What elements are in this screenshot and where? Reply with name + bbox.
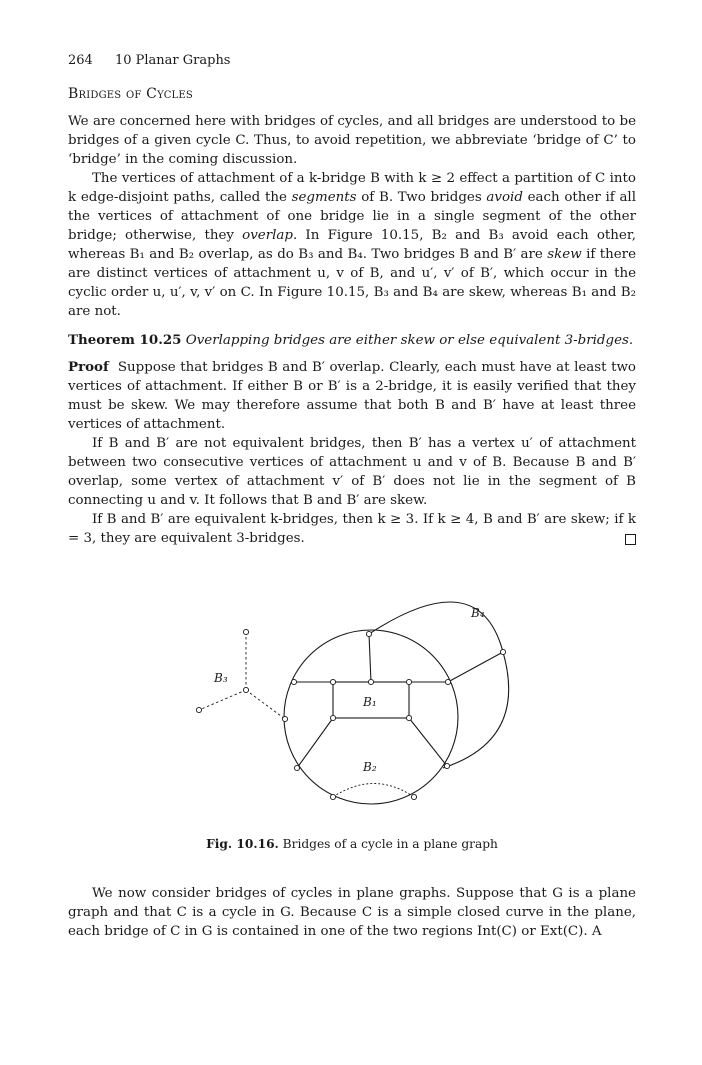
vertex	[406, 679, 411, 684]
proof-text-1: Suppose that bridges B and B′ overlap. Clearly, each must have at least two vertices of attachment. If either B or B′ is a 2-bridge, it is easily verified that they must be skew. We may therefore assume that both B and B′ have at least three vertices of attachment.	[68, 360, 636, 432]
bridge-b3-edge	[199, 690, 246, 710]
proof-paragraph-3	[68, 510, 636, 548]
vertex	[445, 679, 450, 684]
vertex	[196, 707, 201, 712]
vertex	[500, 649, 505, 654]
bridge-b2-edge	[333, 784, 414, 798]
vertex	[282, 716, 287, 721]
text-run: if there are distinct vertices of attachment u, v of B, and u′, v′ of B′, which occur in the cyclic order u, u′, v, v′ on C. In Figure 10.15, B₃ and B₄ are skew, whereas B₁ and B₂ are not.	[68, 247, 636, 319]
bridge-b4-edge	[448, 652, 503, 682]
label-b1: B₁	[363, 695, 377, 709]
figure-bridges	[68, 592, 636, 862]
vertex	[330, 794, 335, 799]
proof-text-3: If B and B′ are equivalent k-bridges, then k ≥ 3. If k ≥ 4, B and B′ are skew; if k = 3, they are equivalent 3-bridges.	[68, 512, 636, 546]
text-run: of B. Two bridges	[356, 190, 487, 205]
label-b4: B₄	[471, 606, 485, 620]
page	[68, 52, 637, 939]
proof-paragraph-1	[68, 358, 636, 434]
chapter-title: 10 Planar Graphs	[114, 53, 231, 68]
caption-text: Bridges of a cycle in a plane graph	[278, 837, 498, 851]
vertex	[330, 679, 335, 684]
label-b3: B₃	[214, 671, 228, 685]
qed-box-icon	[625, 534, 636, 545]
label-b2: B₂	[363, 760, 377, 774]
theorem-statement: Overlapping bridges are either skew or else equivalent 3-bridges.	[185, 333, 634, 348]
vertices	[196, 629, 505, 799]
vertex	[368, 679, 373, 684]
bridges-diagram	[68, 592, 636, 862]
text-run: . In Figure 10.15, B₂ and B₃ avoid each other, whereas B₁ and B₂ overlap, as do B₃ and B₄. Two bridges B and B′ are	[68, 228, 637, 262]
bridge-b1-edge	[409, 718, 447, 766]
running-head	[68, 52, 636, 70]
vertex	[294, 765, 299, 770]
vertex	[366, 631, 371, 636]
term-overlap: overlap	[242, 228, 293, 243]
proof-paragraph-2: If B and B′ are not equivalent bridges, then B′ has a vertex u′ of attachment between two consecutive vertices of attachment u and v of B. Because B and B′ overlap, some vertex of attachment v′ of B′ does not lie in the segment of B connecting u and v. It follows that B and B′ are skew.	[68, 436, 636, 508]
theorem-label: Theorem 10.25	[68, 332, 182, 348]
vertex	[330, 715, 335, 720]
vertex	[243, 687, 248, 692]
vertex	[243, 629, 248, 634]
vertex	[411, 794, 416, 799]
bridge-b4-outer-edge	[369, 602, 509, 768]
page-number: 264	[68, 53, 93, 68]
text-run: The vertices of attachment of a k-bridge B with k ≥ 2 effect a partition of C into k edge-disjoint paths, called the	[68, 171, 636, 205]
after-figure-text	[68, 884, 636, 941]
bridge-b1-edge	[297, 718, 333, 768]
section-title: Bridges of Cycles	[68, 86, 193, 102]
theorem	[68, 331, 636, 350]
bridge-b1-edge	[369, 634, 371, 682]
term-avoid: avoid	[486, 190, 523, 205]
caption-label: Fig. 10.16.	[206, 837, 279, 851]
vertex	[406, 715, 411, 720]
bridge-b3	[199, 632, 285, 719]
figure-caption	[68, 837, 636, 851]
vertex	[444, 763, 449, 768]
paragraph-intro: We are concerned here with bridges of cycles, and all bridges are understood to be bridges of a given cycle C. Thus, to avoid repetition, we abbreviate ‘bridge of C’ to ‘bridge’ in the coming discussion.	[68, 114, 636, 167]
paragraph-definitions	[68, 169, 636, 321]
cycle-c	[284, 630, 458, 804]
term-segments: segments	[291, 190, 357, 205]
text-run: each other if all the vertices of attachment of one bridge lie in a single segment of the other bridge; otherwise, they	[68, 190, 636, 243]
vertex	[291, 679, 296, 684]
bridge-b3-edge	[246, 690, 285, 719]
term-skew: skew	[547, 247, 582, 262]
paragraph-plane-graphs: We now consider bridges of cycles in plane graphs. Suppose that G is a plane graph and that C is a cycle in G. Because C is a simple closed curve in the plane, each bridge of C in G is contained in one of the two regions Int(C) or Ext(C). A	[68, 886, 636, 939]
proof-label: Proof	[68, 359, 109, 375]
